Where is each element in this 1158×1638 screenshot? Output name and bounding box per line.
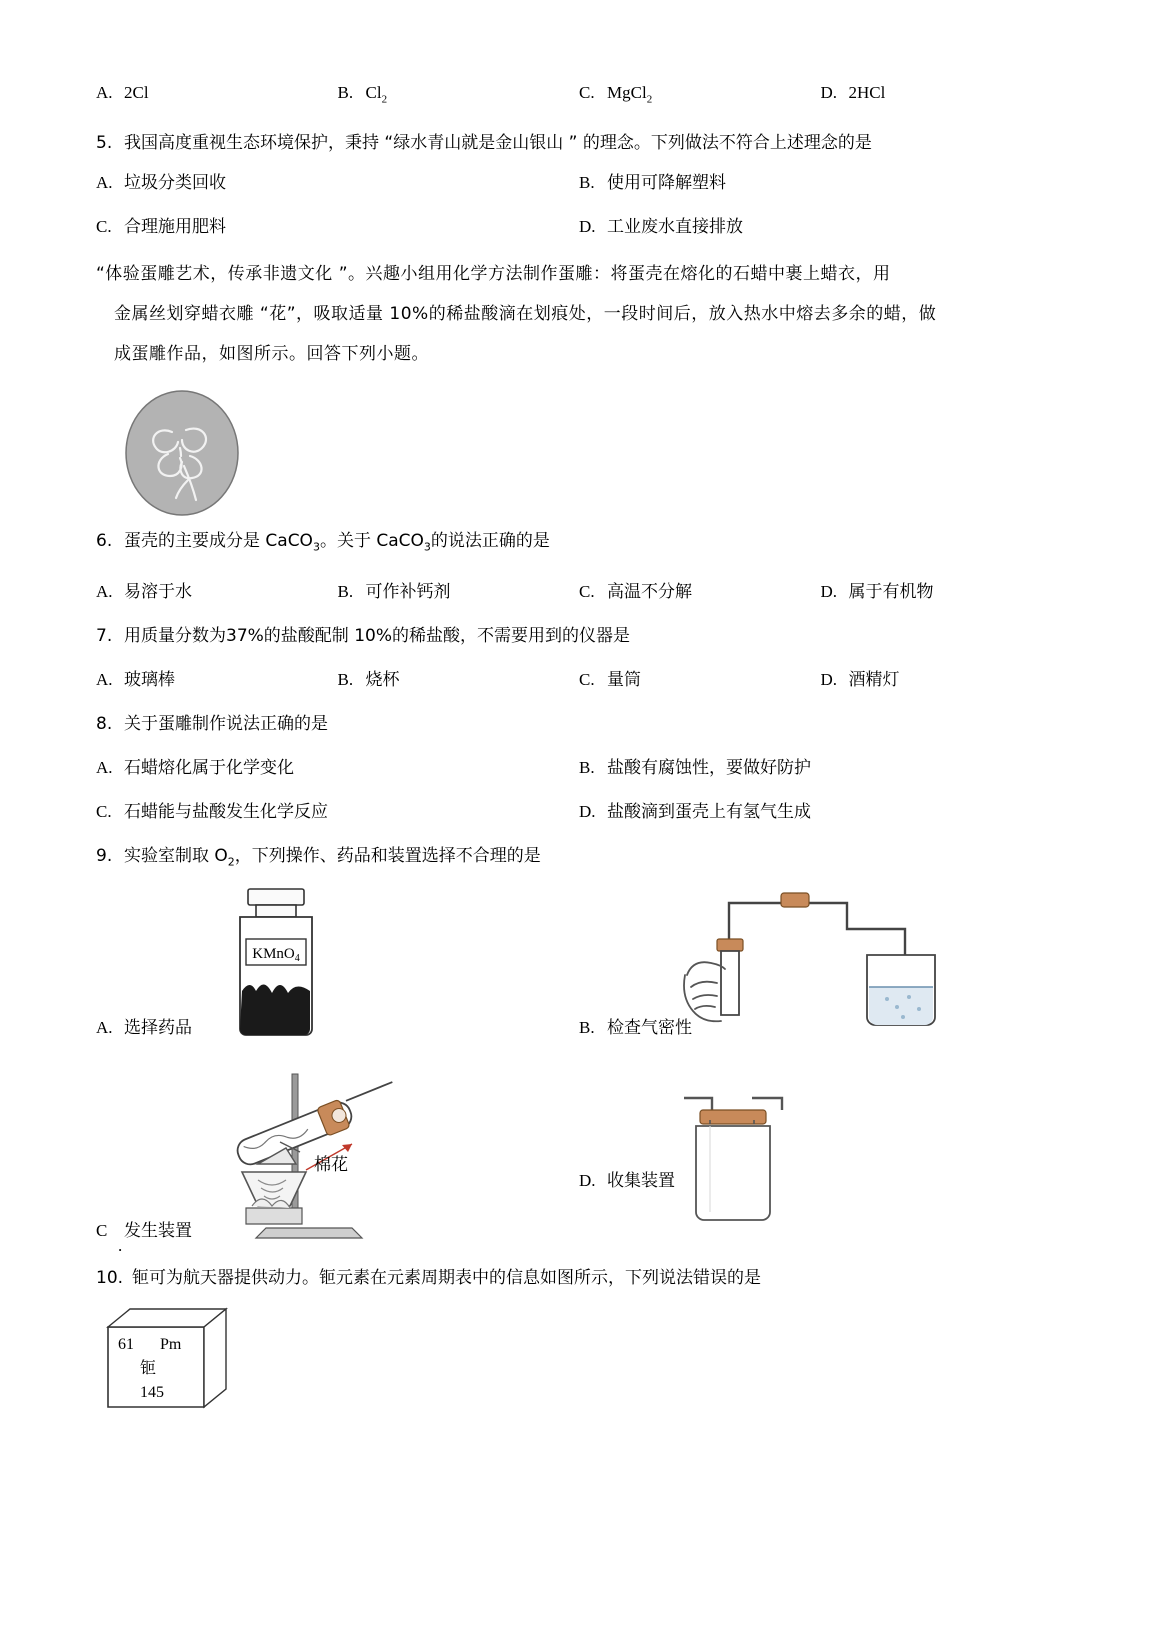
question-9-figures-row-2: [96, 1068, 1062, 1256]
element-name: 钷: [140, 1358, 157, 1378]
q9-option-a-label: A.: [96, 1018, 113, 1038]
q8-option-d-text: 盐酸滴到蛋壳上有氢气生成: [607, 801, 811, 822]
option-c[interactable]: [579, 78, 821, 114]
q7-option-d-label: D.: [820, 669, 838, 689]
cotton-label-text: 棉花: [314, 1155, 348, 1176]
q8-option-a-text: 石蜡熔化属于化学变化: [124, 757, 294, 778]
passage-line-2: 金属丝划穿蜡衣雕 “花”，吸取适量 10%的稀盐酸滴在划痕处，一段时间后，放入热水中熔去多余的蜡，做: [114, 304, 937, 325]
element-card-figure: [102, 1303, 1062, 1418]
option-b-label: B.: [337, 83, 354, 102]
question-9-sub: 2: [227, 855, 235, 869]
question-8-text: 关于蛋雕制作说法正确的是: [124, 713, 328, 734]
q9-option-c[interactable]: [96, 1216, 192, 1241]
option-d-text: 2HCl: [848, 83, 886, 102]
q8-option-c-label: C.: [96, 801, 112, 821]
option-c-label: C.: [579, 83, 595, 102]
egg-carving-illustration: [110, 388, 280, 518]
q9-option-c-label: C: [96, 1221, 108, 1241]
option-a-text: 2Cl: [124, 83, 149, 102]
question-9-stem: [96, 841, 1062, 877]
q7-option-c[interactable]: [579, 665, 821, 695]
question-6-number: 6.: [96, 531, 113, 552]
q9-option-b[interactable]: [579, 1013, 692, 1038]
page-content: [96, 78, 1062, 1418]
q7-option-b-text: 烧杯: [365, 669, 400, 690]
question-6-stem: [96, 526, 1062, 562]
q9-option-a[interactable]: [96, 1013, 192, 1038]
question-9-figures-row-1: [96, 883, 1062, 1058]
q5-option-b[interactable]: [579, 168, 1062, 198]
question-9-text-post: ，下列操作、药品和装置选择不合理的是: [234, 845, 541, 866]
q5-option-d[interactable]: [579, 212, 1062, 242]
q7-option-c-label: C.: [579, 669, 595, 689]
question-6-text-post: 的说法正确的是: [430, 531, 550, 552]
question-10-number: 10.: [96, 1268, 124, 1289]
option-a[interactable]: [96, 78, 338, 114]
option-b[interactable]: [338, 78, 580, 114]
question-7-stem: [96, 621, 1062, 651]
element-mass: 145: [140, 1384, 164, 1402]
q9-option-a-text: 选择药品: [124, 1018, 192, 1039]
option-b-text: Cl: [365, 83, 382, 102]
q8-option-b-label: B.: [579, 757, 595, 777]
element-atomic-number: 61: [118, 1336, 134, 1354]
option-d[interactable]: [821, 78, 1063, 114]
question-7-text: 用质量分数为37%的盐酸配制 10%的稀盐酸，不需要用到的仪器是: [124, 625, 630, 646]
q6-option-d-text: 属于有机物: [848, 581, 934, 602]
q5-option-b-text: 使用可降解塑料: [607, 173, 726, 194]
question-5-options-row-2: [96, 212, 1062, 242]
q5-option-c-label: C.: [96, 217, 112, 237]
q5-option-a-label: A.: [96, 173, 113, 193]
option-a-label: A.: [96, 83, 113, 102]
q9-option-d-text: 收集装置: [607, 1171, 675, 1192]
q8-option-b-text: 盐酸有腐蚀性，要做好防护: [607, 757, 811, 778]
question-5-number: 5.: [96, 133, 113, 154]
airtightness-check-apparatus: [681, 883, 951, 1038]
q7-option-c-text: 量筒: [607, 669, 641, 690]
question-8-stem: [96, 709, 1062, 739]
question-9-text-pre: 实验室制取 O: [124, 845, 228, 866]
q5-option-a-text: 垃圾分类回收: [124, 173, 226, 194]
q6-option-c[interactable]: [579, 577, 821, 607]
q6-option-d-label: D.: [820, 581, 838, 601]
q5-option-d-label: D.: [579, 217, 596, 237]
q8-option-a[interactable]: [96, 753, 579, 783]
q8-option-b[interactable]: [579, 753, 1062, 783]
q7-option-a-label: A.: [96, 669, 113, 689]
q9-option-d-label: D.: [579, 1171, 596, 1191]
q7-option-d-text: 酒精灯: [848, 669, 900, 690]
q5-option-c-text: 合理施用肥料: [124, 217, 226, 238]
q5-option-a[interactable]: [96, 168, 579, 198]
q9-option-b-text: 检查气密性: [607, 1018, 692, 1039]
q9-option-d[interactable]: [579, 1166, 675, 1191]
question-8-number: 8.: [96, 713, 113, 734]
option-c-text: MgCl: [607, 83, 647, 102]
q8-option-c-text: 石蜡能与盐酸发生化学反应: [124, 801, 328, 822]
passage-line-1: “体验蛋雕艺术，传承非遗文化 ”。兴趣小组用化学方法制作蛋雕：将蛋壳在熔化的石蜡中裹上蜡衣，用: [96, 264, 891, 285]
question-9-number: 9.: [96, 845, 113, 866]
q9-option-b-label: B.: [579, 1018, 595, 1038]
option-b-sub: 2: [381, 93, 388, 106]
question-4-options: [96, 78, 1062, 114]
question-6-sub-1: 3: [312, 540, 320, 554]
passage-line-3: 成蛋雕作品，如图所示。回答下列小题。: [114, 344, 429, 365]
question-6-sub-2: 3: [423, 540, 431, 554]
q7-option-a-text: 玻璃棒: [124, 669, 175, 690]
question-10-text: 钷可为航天器提供动力。钷元素在元素周期表中的信息如图所示，下列说法错误的是: [132, 1268, 761, 1289]
question-5-stem: [96, 128, 1062, 158]
question-8-options-row-1: [96, 753, 1062, 783]
cotton-label: [314, 1150, 348, 1175]
svg-text:KMnO4: KMnO$_4$: [252, 946, 300, 965]
option-d-label: D.: [820, 83, 838, 102]
q8-option-d-label: D.: [579, 801, 596, 821]
question-7-options: [96, 665, 1062, 695]
element-symbol: Pm: [160, 1336, 182, 1354]
reagent-bottle-kmno4: [216, 883, 336, 1048]
q5-option-b-label: B.: [579, 173, 595, 193]
q5-option-d-text: 工业废水直接排放: [607, 217, 743, 238]
passage-block: [96, 254, 1062, 374]
question-5-options-row-1: [96, 168, 1062, 198]
question-5-text: 我国高度重视生态环境保护，秉持 “绿水青山就是金山银山 ” 的理念。下列做法不符合上述理念的是: [124, 133, 872, 154]
q7-option-b[interactable]: [338, 665, 580, 695]
question-7-number: 7.: [96, 625, 113, 646]
question-6-options: [96, 577, 1062, 607]
q6-option-a-text: 易溶于水: [124, 581, 192, 602]
question-6-text-pre: 蛋壳的主要成分是 CaCO: [124, 531, 313, 552]
q8-option-d[interactable]: [579, 797, 1062, 827]
q9-option-c-text: 发生装置: [124, 1221, 192, 1242]
egg-carving-figure: [110, 388, 1062, 518]
question-6-text-mid: 。关于 CaCO: [319, 531, 424, 552]
q6-option-b[interactable]: [338, 577, 580, 607]
question-10-stem: [96, 1263, 1062, 1293]
gas-collection-bottle: [666, 1080, 826, 1240]
q5-option-c[interactable]: [96, 212, 579, 242]
q7-option-b-label: B.: [337, 669, 354, 689]
q6-option-c-label: C.: [579, 581, 595, 601]
q6-option-b-label: B.: [337, 581, 354, 601]
question-8-options-row-2: [96, 797, 1062, 827]
q7-option-d[interactable]: [821, 665, 1063, 695]
q6-option-c-text: 高温不分解: [607, 581, 692, 602]
q6-option-a[interactable]: [96, 577, 338, 607]
option-c-sub: 2: [646, 93, 653, 106]
q7-option-a[interactable]: [96, 665, 338, 695]
q6-option-a-label: A.: [96, 581, 113, 601]
q8-option-a-label: A.: [96, 757, 113, 777]
q8-option-c[interactable]: [96, 797, 579, 827]
q6-option-d[interactable]: [821, 577, 1063, 607]
stray-period: .: [118, 1236, 123, 1256]
q6-option-b-text: 可作补钙剂: [365, 581, 451, 602]
